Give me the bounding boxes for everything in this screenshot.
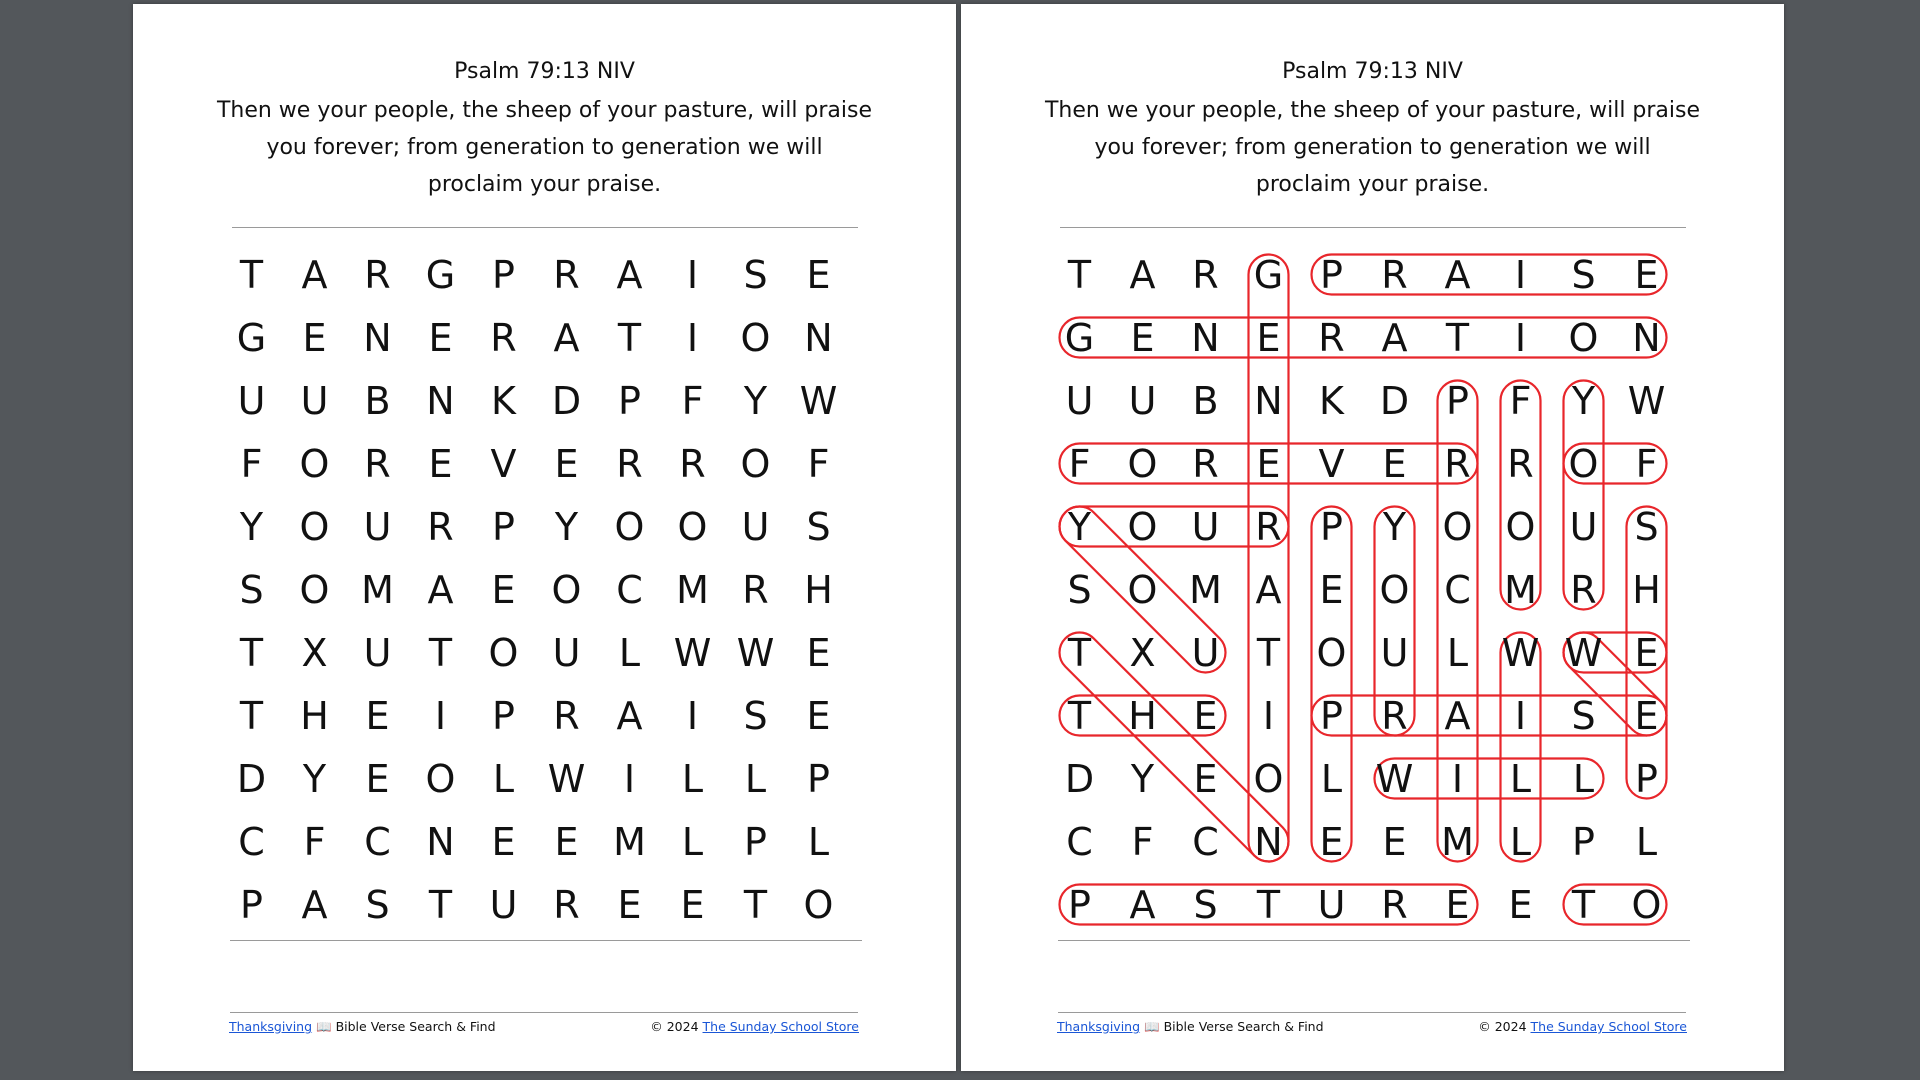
grid-letter: R: [490, 315, 517, 360]
grid-letter: E: [554, 819, 579, 864]
grid-letter: T: [239, 252, 264, 297]
grid-letter: E: [1508, 882, 1533, 927]
grid-letter: H: [1128, 693, 1157, 738]
grid-letter: A: [1129, 252, 1156, 297]
grid-letter: P: [1320, 504, 1343, 549]
grid-letter: I: [434, 693, 447, 738]
grid-letter: Y: [1571, 378, 1596, 423]
grid-letter: E: [1445, 882, 1470, 927]
grid-letter: B: [1192, 378, 1219, 423]
grid-letter: O: [803, 882, 834, 927]
grid-letter: Y: [1130, 756, 1155, 801]
grid-letter: O: [1127, 504, 1158, 549]
grid-letter: L: [1509, 819, 1532, 864]
grid-letter: S: [1571, 693, 1596, 738]
grid-letter: I: [623, 756, 636, 801]
grid-letter: P: [744, 819, 767, 864]
grid-letter: B: [364, 378, 391, 423]
thanksgiving-link[interactable]: Thanksgiving: [1057, 1019, 1141, 1034]
grid-letter: R: [553, 252, 580, 297]
grid-letter: A: [301, 882, 328, 927]
grid-letter: U: [1317, 882, 1346, 927]
grid-letter: O: [488, 630, 519, 675]
grid-letter: P: [492, 504, 515, 549]
grid-letter: A: [1255, 567, 1282, 612]
grid-letter: S: [239, 567, 264, 612]
grid-letter: U: [1191, 630, 1220, 675]
grid-letter: A: [1129, 882, 1156, 927]
grid-letter: E: [617, 882, 642, 927]
grid-letter: E: [1634, 252, 1659, 297]
grid-letter: E: [680, 882, 705, 927]
grid-letter: O: [299, 567, 330, 612]
grid-letter: U: [741, 504, 770, 549]
divider: [1058, 1012, 1686, 1013]
grid-letter: U: [1128, 378, 1157, 423]
grid-letter: K: [1319, 378, 1344, 423]
grid-letter: Y: [743, 378, 768, 423]
grid-letter: P: [618, 378, 641, 423]
grid-letter: S: [1571, 252, 1596, 297]
grid-letter: E: [302, 315, 327, 360]
grid-letter: U: [489, 882, 518, 927]
grid-letter: N: [363, 315, 392, 360]
grid-letter: U: [300, 378, 329, 423]
grid-letter: E: [491, 819, 516, 864]
copyright-text: © 2024: [650, 1019, 699, 1034]
grid-letter: T: [239, 693, 264, 738]
footer-copyright: [1478, 1019, 1687, 1034]
grid-letter: E: [1130, 315, 1155, 360]
grid-letter: E: [1193, 693, 1218, 738]
grid-letter: N: [1632, 315, 1661, 360]
grid-letter: A: [1444, 693, 1471, 738]
divider: [232, 227, 858, 228]
grid-letter: S: [806, 504, 831, 549]
verse-text: [961, 92, 1784, 203]
grid-letter: N: [426, 378, 455, 423]
grid-letter: T: [617, 315, 642, 360]
grid-letter: I: [1451, 756, 1464, 801]
footer-copyright: [650, 1019, 859, 1034]
grid-letter: C: [1444, 567, 1471, 612]
grid-letter: X: [1129, 630, 1156, 675]
grid-letter: E: [365, 693, 390, 738]
grid-letter: F: [240, 441, 263, 486]
grid-letter: G: [425, 252, 456, 297]
grid-letter: E: [806, 630, 831, 675]
book-icon: 📖: [1144, 1019, 1160, 1034]
divider: [230, 940, 862, 941]
grid-letter: F: [1635, 441, 1658, 486]
grid-letter: I: [1514, 693, 1527, 738]
grid-letter: O: [740, 315, 771, 360]
grid-letter: M: [676, 567, 709, 612]
grid-letter: W: [736, 630, 775, 675]
grid-letter: T: [1067, 252, 1092, 297]
grid-letter: U: [552, 630, 581, 675]
grid-letter: I: [1514, 252, 1527, 297]
grid-letter: W: [673, 630, 712, 675]
grid-letter: U: [237, 378, 266, 423]
grid-letter: E: [1382, 819, 1407, 864]
grid-letter: L: [492, 756, 515, 801]
grid-letter: M: [361, 567, 394, 612]
verse-line: proclaim your praise.: [1255, 172, 1490, 197]
grid-letter: O: [1631, 882, 1662, 927]
grid-letter: E: [365, 756, 390, 801]
grid-letter: S: [1067, 567, 1092, 612]
grid-letter: U: [1380, 630, 1409, 675]
grid-letter: R: [553, 882, 580, 927]
grid-letter: D: [1379, 378, 1410, 423]
grid-letter: G: [236, 315, 267, 360]
grid-letter: O: [1253, 756, 1284, 801]
grid-letter: A: [553, 315, 580, 360]
grid-letter: R: [1255, 504, 1282, 549]
grid-letter: E: [1256, 441, 1281, 486]
grid-letter: E: [428, 441, 453, 486]
grid-letter: E: [1634, 630, 1659, 675]
divider: [1058, 940, 1690, 941]
grid-letter: R: [364, 252, 391, 297]
grid-letter: P: [1320, 252, 1343, 297]
grid-letter: R: [679, 441, 706, 486]
grid-letter: G: [1064, 315, 1095, 360]
grid-letter: O: [299, 504, 330, 549]
grid-letter: P: [492, 693, 515, 738]
grid-letter: T: [1445, 315, 1470, 360]
grid-letter: O: [677, 504, 708, 549]
grid-letter: T: [428, 882, 453, 927]
grid-letter: W: [547, 756, 586, 801]
grid-letter: F: [1068, 441, 1091, 486]
grid-letter: W: [1501, 630, 1540, 675]
grid-letter: O: [1568, 441, 1599, 486]
grid-letter: A: [1444, 252, 1471, 297]
grid-letter: K: [491, 378, 516, 423]
grid-letter: Y: [554, 504, 579, 549]
grid-letter: M: [1441, 819, 1474, 864]
grid-letter: F: [303, 819, 326, 864]
verse-line: you forever; from generation to generation we will: [1094, 135, 1651, 160]
grid-letter: C: [616, 567, 643, 612]
grid-letter: E: [1634, 693, 1659, 738]
grid-letter: S: [365, 882, 390, 927]
puzzle-page: [133, 4, 956, 1071]
grid-letter: F: [1131, 819, 1154, 864]
grid-letter: L: [681, 756, 704, 801]
grid-letter: W: [1375, 756, 1414, 801]
grid-letter: R: [1381, 882, 1408, 927]
store-link[interactable]: The Sunday School Store: [1530, 1019, 1687, 1034]
grid-letter: R: [364, 441, 391, 486]
grid-letter: P: [1635, 756, 1658, 801]
grid-letter: R: [1507, 441, 1534, 486]
grid-letter: R: [1192, 252, 1219, 297]
answer-key-grid: [1048, 243, 1678, 936]
grid-letter: L: [807, 819, 830, 864]
grid-letter: D: [1064, 756, 1095, 801]
grid-letter: H: [1632, 567, 1661, 612]
grid-letter: F: [681, 378, 704, 423]
grid-letter: Y: [302, 756, 327, 801]
grid-letter: H: [300, 693, 329, 738]
grid-letter: T: [1067, 693, 1092, 738]
grid-letter: O: [1442, 504, 1473, 549]
grid-letter: I: [686, 315, 699, 360]
grid-letter: T: [239, 630, 264, 675]
grid-letter: T: [1256, 882, 1281, 927]
grid-letter: E: [1382, 441, 1407, 486]
grid-letter: E: [806, 252, 831, 297]
grid-letter: C: [238, 819, 265, 864]
grid-letter: P: [1446, 378, 1469, 423]
grid-letter: Y: [1382, 504, 1407, 549]
grid-letter: D: [551, 378, 582, 423]
verse-line: Then we your people, the sheep of your pasture, will praise: [1044, 98, 1701, 123]
grid-letter: R: [1192, 441, 1219, 486]
grid-letter: V: [490, 441, 517, 486]
word-search-grid: [220, 243, 850, 936]
grid-letter: C: [364, 819, 391, 864]
grid-letter: H: [804, 567, 833, 612]
grid-letter: T: [1067, 630, 1092, 675]
grid-letter: O: [1127, 567, 1158, 612]
grid-letter: L: [1572, 756, 1595, 801]
grid-letter: P: [1068, 882, 1091, 927]
store-link[interactable]: The Sunday School Store: [702, 1019, 859, 1034]
grid-letter: T: [1256, 630, 1281, 675]
verse-line: you forever; from generation to generation we will: [266, 135, 823, 160]
grid-letter: X: [301, 630, 328, 675]
grid-letter: A: [616, 693, 643, 738]
grid-letter: A: [427, 567, 454, 612]
grid-letter: O: [551, 567, 582, 612]
thanksgiving-link[interactable]: Thanksgiving: [229, 1019, 313, 1034]
grid-letter: R: [1381, 693, 1408, 738]
grid-letter: U: [363, 504, 392, 549]
grid-letter: L: [744, 756, 767, 801]
grid-letter: R: [553, 693, 580, 738]
grid-letter: R: [1570, 567, 1597, 612]
grid-letter: O: [740, 441, 771, 486]
grid-letter: A: [616, 252, 643, 297]
grid-letter: C: [1066, 819, 1093, 864]
grid-letter: O: [1127, 441, 1158, 486]
grid-letter: W: [1564, 630, 1603, 675]
footer-title: [1057, 1019, 1324, 1035]
grid-letter: R: [616, 441, 643, 486]
grid-letter: P: [807, 756, 830, 801]
grid-letter: G: [1253, 252, 1284, 297]
copyright-text: © 2024: [1478, 1019, 1527, 1034]
grid-letter: T: [1571, 882, 1596, 927]
footer-title-text: Bible Verse Search & Find: [335, 1019, 496, 1034]
grid-letter: L: [1446, 630, 1469, 675]
grid-letter: S: [1634, 504, 1659, 549]
grid-letter: R: [427, 504, 454, 549]
grid-letter: C: [1192, 819, 1219, 864]
grid-letter: N: [1191, 315, 1220, 360]
grid-letter: E: [428, 315, 453, 360]
grid-letter: W: [1627, 378, 1666, 423]
grid-letter: V: [1318, 441, 1345, 486]
grid-letter: D: [236, 756, 267, 801]
grid-letter: L: [1509, 756, 1532, 801]
grid-letter: U: [1569, 504, 1598, 549]
grid-letter: R: [1444, 441, 1471, 486]
grid-letter: N: [804, 315, 833, 360]
grid-letter: L: [1635, 819, 1658, 864]
grid-letter: O: [1505, 504, 1536, 549]
grid-letter: M: [613, 819, 646, 864]
verse-line: proclaim your praise.: [427, 172, 662, 197]
verse-reference: Psalm 79:13 NIV: [1282, 59, 1463, 84]
answer-key-page: [961, 4, 1784, 1071]
grid-letter: E: [1193, 756, 1218, 801]
grid-letter: I: [1262, 693, 1275, 738]
grid-letter: M: [1504, 567, 1537, 612]
verse-text: [133, 92, 956, 203]
grid-letter: M: [1189, 567, 1222, 612]
grid-letter: O: [1568, 315, 1599, 360]
grid-letter: W: [799, 378, 838, 423]
verse-line: Then we your people, the sheep of your pasture, will praise: [216, 98, 873, 123]
grid-letter: R: [742, 567, 769, 612]
grid-letter: E: [1319, 819, 1344, 864]
divider: [230, 1012, 858, 1013]
grid-letter: O: [614, 504, 645, 549]
grid-letter: P: [492, 252, 515, 297]
grid-letter: I: [1514, 315, 1527, 360]
grid-letter: T: [743, 882, 768, 927]
grid-letter: R: [1318, 315, 1345, 360]
grid-letter: S: [743, 693, 768, 738]
grid-letter: O: [1379, 567, 1410, 612]
grid-letter: F: [1509, 378, 1532, 423]
grid-letter: Y: [239, 504, 264, 549]
grid-letter: I: [686, 693, 699, 738]
grid-letter: F: [807, 441, 830, 486]
grid-letter: P: [240, 882, 263, 927]
footer-title-text: Bible Verse Search & Find: [1163, 1019, 1324, 1034]
verse-reference: Psalm 79:13 NIV: [454, 59, 635, 84]
grid-letter: I: [686, 252, 699, 297]
grid-letter: E: [1319, 567, 1344, 612]
grid-letter: P: [1320, 693, 1343, 738]
grid-letter: U: [1191, 504, 1220, 549]
grid-letter: S: [743, 252, 768, 297]
grid-letter: T: [428, 630, 453, 675]
grid-letter: L: [1320, 756, 1343, 801]
grid-letter: R: [1381, 252, 1408, 297]
grid-letter: O: [299, 441, 330, 486]
grid-letter: N: [1254, 378, 1283, 423]
grid-letter: U: [363, 630, 392, 675]
grid-letter: E: [491, 567, 516, 612]
grid-letter: L: [618, 630, 641, 675]
grid-letter: O: [1316, 630, 1347, 675]
footer-title: [229, 1019, 496, 1035]
grid-letter: A: [301, 252, 328, 297]
grid-letter: U: [1065, 378, 1094, 423]
grid-letter: P: [1572, 819, 1595, 864]
grid-letter: S: [1193, 882, 1218, 927]
grid-letter: Y: [1067, 504, 1092, 549]
grid-letter: O: [425, 756, 456, 801]
divider: [1060, 227, 1686, 228]
grid-letter: N: [426, 819, 455, 864]
grid-letter: E: [1256, 315, 1281, 360]
grid-letter: L: [681, 819, 704, 864]
grid-letter: E: [554, 441, 579, 486]
grid-letter: N: [1254, 819, 1283, 864]
book-icon: 📖: [316, 1019, 332, 1034]
grid-letter: E: [806, 693, 831, 738]
grid-letter: A: [1381, 315, 1408, 360]
